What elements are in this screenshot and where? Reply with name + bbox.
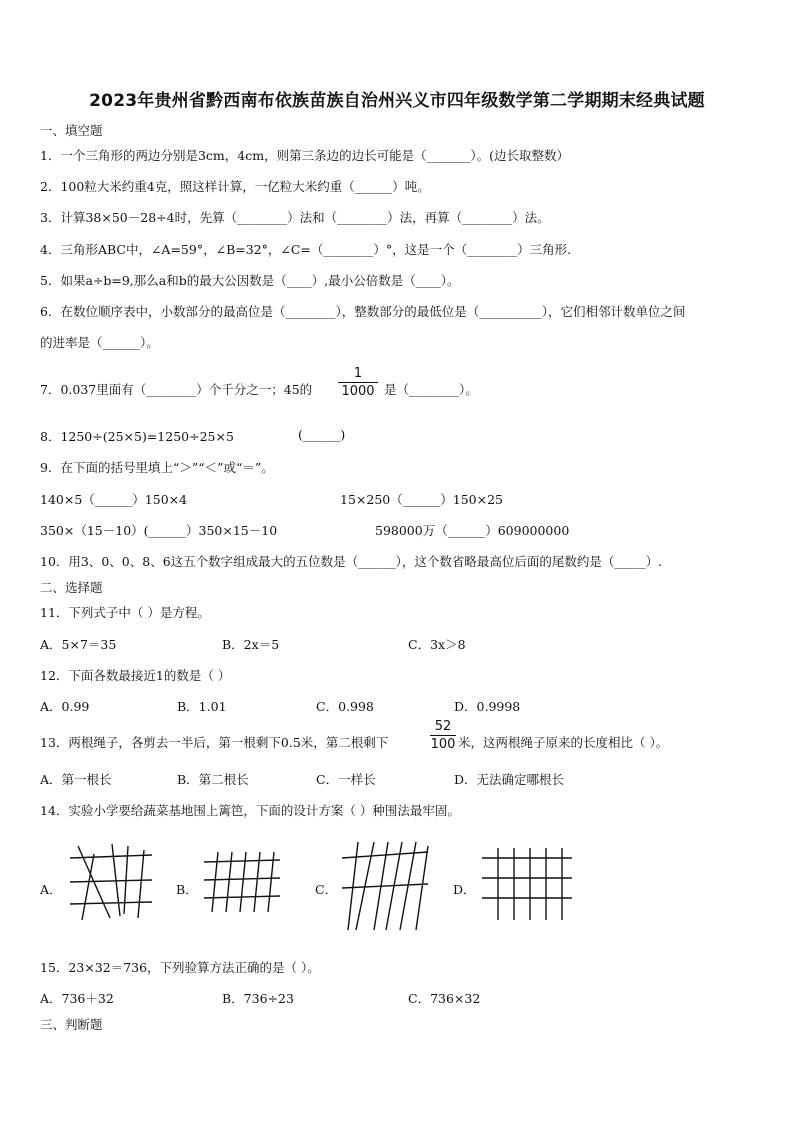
question-13-part1: 13．两根绳子，各剪去一半后，第一根剩下0.5米，第二根剩下 bbox=[40, 735, 389, 750]
question-6-line2: 的进率是（______）。 bbox=[40, 335, 159, 350]
question-15: 15．23×32＝736，下列验算方法正确的是（ ）。 bbox=[40, 960, 320, 975]
fraction-numerator: 52 bbox=[434, 719, 452, 734]
fraction-1-1000 bbox=[338, 366, 378, 399]
q12-option-a: A．0.99 bbox=[40, 699, 90, 714]
question-7-part1: 7．0.037里面有（________）个千分之一；45的 bbox=[40, 382, 313, 397]
q13-option-c: C．一样长 bbox=[316, 772, 376, 787]
fraction-bar bbox=[430, 735, 456, 736]
section-judgement: 三、判断题 bbox=[40, 1017, 103, 1032]
fraction-numerator: 1 bbox=[353, 366, 363, 381]
q15-option-b: B．736÷23 bbox=[222, 991, 294, 1006]
question-9: 9．在下面的括号里填上“＞”“＜”或“＝”。 bbox=[40, 460, 274, 475]
page-title: 2023年贵州省黔西南布依族苗族自治州兴义市四年级数学第二学期期末经典试题 bbox=[89, 91, 705, 111]
q14-option-c: C． bbox=[315, 882, 338, 897]
question-4: 4．三角形ABC中，∠A=59°，∠B=32°，∠C=（________）°，这是一个（________）三角形. bbox=[40, 242, 572, 257]
question-14: 14．实验小学要给蔬菜基地围上篱笆，下面的设计方案（ ）种围法最牢固。 bbox=[40, 803, 460, 818]
fraction-52-100 bbox=[430, 719, 456, 752]
q14-option-a: A． bbox=[40, 882, 62, 897]
question-13-part2: 米，这两根绳子原来的长度相比（ ）。 bbox=[458, 735, 669, 750]
fence-diagram-b bbox=[198, 846, 286, 920]
q11-option-c: C．3x＞8 bbox=[408, 637, 466, 652]
q15-option-a: A．736＋32 bbox=[40, 991, 114, 1006]
question-9-item-3: 350×（15－10）(______）350×15－10 bbox=[40, 523, 278, 538]
section-fill-in: 一、填空题 bbox=[40, 123, 103, 138]
q11-option-a: A．5×7＝35 bbox=[40, 637, 117, 652]
question-9-item-4: 598000万（______）609000000 bbox=[375, 523, 570, 538]
question-9-item-2: 15×250（______）150×25 bbox=[340, 492, 503, 507]
q12-option-c: C．0.998 bbox=[316, 699, 374, 714]
fraction-denominator: 1000 bbox=[341, 384, 375, 399]
question-8-blank: (______) bbox=[298, 427, 346, 442]
q12-option-b: B．1.01 bbox=[177, 699, 227, 714]
question-6-line1: 6．在数位顺序表中，小数部分的最高位是（________），整数部分的最低位是（__________），它们相邻计数单位之间 bbox=[40, 304, 686, 319]
q14-option-b: B． bbox=[176, 882, 198, 897]
q15-option-c: C．736×32 bbox=[408, 991, 481, 1006]
question-12: 12．下面各数最接近1的数是（ ） bbox=[40, 668, 231, 683]
question-5: 5．如果a÷b=9,那么a和b的最大公因数是（____）,最小公倍数是（____）。 bbox=[40, 273, 460, 288]
q13-option-b: B．第二根长 bbox=[177, 772, 249, 787]
question-2: 2．100粒大米约重4克，照这样计算，一亿粒大米约重（______）吨。 bbox=[40, 179, 430, 194]
question-10: 10．用3、0、0、8、6这五个数字组成最大的五位数是（______），这个数省略最高位后面的尾数约是（_____）. bbox=[40, 554, 663, 569]
fence-diagram-d bbox=[478, 844, 576, 924]
q13-option-d: D．无法确定哪根长 bbox=[454, 772, 565, 787]
question-7-part2: 是（________）。 bbox=[384, 382, 478, 397]
fence-diagram-c bbox=[338, 836, 436, 936]
fraction-bar bbox=[338, 382, 378, 383]
q14-option-d: D． bbox=[453, 882, 476, 897]
question-9-item-1: 140×5（______）150×4 bbox=[40, 492, 188, 507]
q13-option-a: A．第一根长 bbox=[40, 772, 112, 787]
section-choice: 二、选择题 bbox=[40, 580, 103, 595]
question-11: 11．下列式子中（ ）是方程。 bbox=[40, 605, 210, 620]
fence-diagram-a bbox=[66, 836, 156, 926]
q11-option-b: B．2x＝5 bbox=[222, 637, 280, 652]
q12-option-d: D．0.9998 bbox=[454, 699, 521, 714]
question-1: 1．一个三角形的两边分别是3cm，4cm，则第三条边的边长可能是（_______）。(边长取整数） bbox=[40, 148, 569, 163]
question-8: 8．1250÷(25×5)=1250÷25×5 bbox=[40, 429, 234, 444]
fraction-denominator: 100 bbox=[430, 737, 456, 752]
question-3: 3．计算38×50－28÷4时，先算（________）法和（________）法，再算（________）法。 bbox=[40, 210, 550, 225]
